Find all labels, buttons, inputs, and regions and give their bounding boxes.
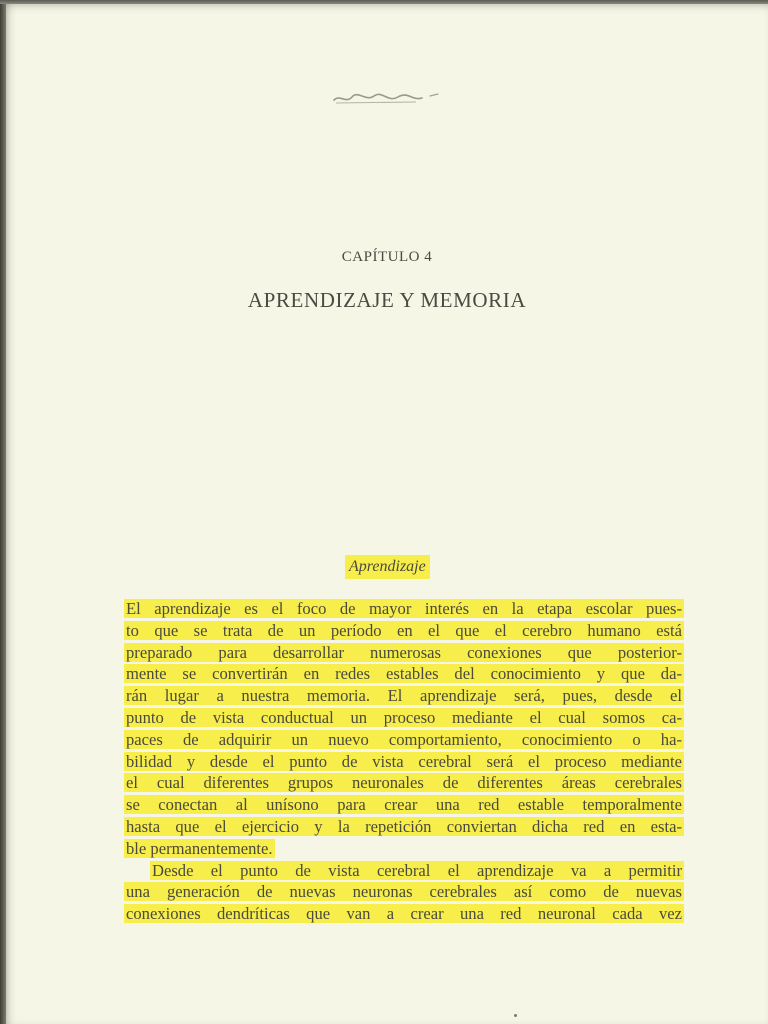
text-line <box>124 598 684 620</box>
text-line <box>124 860 684 882</box>
highlighted-text: mente se convertirán en redes estables del conocimiento y que da- <box>126 664 682 684</box>
speck-mark <box>514 1014 517 1017</box>
text-line <box>124 816 684 838</box>
text-line <box>124 642 684 664</box>
highlighted-text: ble permanentemente. <box>126 838 273 858</box>
smudge-mark-icon <box>326 88 446 108</box>
highlighted-text: Desde el punto de vista cerebral el aprendizaje va a permitir <box>152 860 682 880</box>
text-line <box>124 729 684 751</box>
highlighted-text: conexiones dendríticas que van a crear una red neuronal cada vez <box>126 904 682 924</box>
highlighted-text: rán lugar a nuestra memoria. El aprendizaje será, pues, desde el <box>126 686 682 706</box>
highlighted-text: el cual diferentes grupos neuronales de diferentes áreas cerebrales <box>126 773 682 793</box>
highlighted-text: preparado para desarrollar numerosas conexiones que posterior- <box>126 642 682 662</box>
text-line <box>124 663 684 685</box>
highlighted-text: El aprendizaje es el foco de mayor interés en la etapa escolar pues- <box>126 599 682 618</box>
text-line <box>124 838 684 860</box>
highlighted-text: paces de adquirir un nuevo comportamiento, conocimiento o ha- <box>126 729 682 749</box>
text-line <box>124 772 684 794</box>
text-line <box>124 620 684 642</box>
text-line <box>124 794 684 816</box>
text-line <box>124 881 684 903</box>
text-line <box>124 707 684 729</box>
highlighted-text: punto de vista conductual un proceso mediante el cual somos ca- <box>126 707 682 727</box>
text-line <box>124 685 684 707</box>
highlighted-text: bilidad y desde el punto de vista cerebral será el proceso mediante <box>126 751 682 771</box>
chapter-label: CAPÍTULO 4 <box>341 249 433 265</box>
section-heading: Aprendizaje <box>345 555 430 579</box>
body-text <box>124 598 684 925</box>
text-line <box>124 903 684 925</box>
highlighted-text: una generación de nuevas neuronas cerebrales así como de nuevas <box>126 882 682 902</box>
text-line <box>124 751 684 773</box>
chapter-title: APRENDIZAJE Y MEMORIA <box>247 288 527 312</box>
highlighted-text: hasta que el ejercicio y la repetición conviertan dicha red en esta- <box>126 816 682 836</box>
book-page <box>6 4 768 1024</box>
highlighted-text: se conectan al unísono para crear una red estable temporalmente <box>126 795 682 815</box>
highlighted-text: to que se trata de un período en el que el cerebro humano está <box>126 620 682 640</box>
